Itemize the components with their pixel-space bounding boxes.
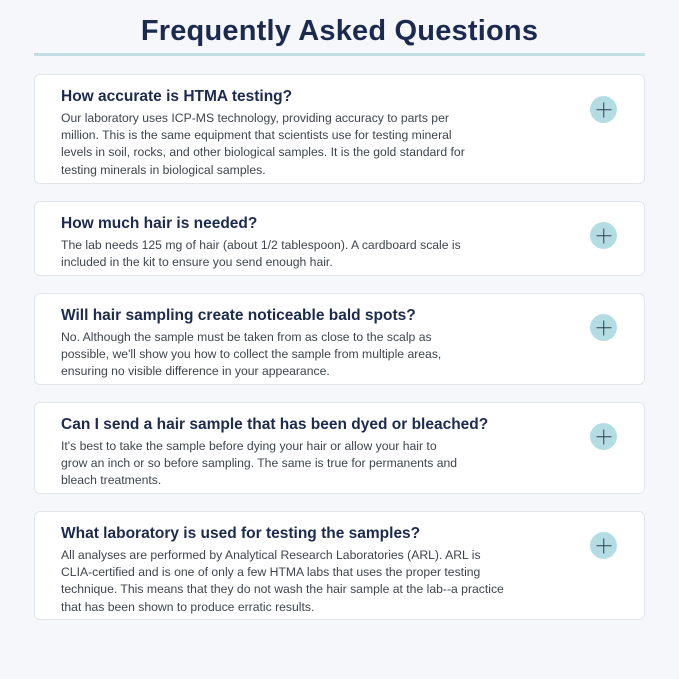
faq-question: How much hair is needed?	[61, 215, 258, 232]
faq-question: What laboratory is used for testing the samples?	[61, 525, 421, 542]
plus-icon[interactable]	[590, 423, 617, 450]
faq-item-laboratory[interactable]	[34, 511, 645, 620]
faq-item-bald-spots[interactable]	[34, 293, 645, 385]
plus-icon[interactable]	[590, 222, 617, 249]
faq-question: How accurate is HTMA testing?	[61, 88, 293, 105]
page-title: Frequently Asked Questions	[140, 15, 539, 47]
faq-answer: It's best to take the sample before dying your hair or allow your hair to grow an inch or so before sampling. The same is true for permanents and bleach treatments.	[61, 439, 458, 488]
faq-item-hair-amount[interactable]	[34, 201, 645, 276]
faq-question: Will hair sampling create noticeable bald spots?	[61, 307, 416, 324]
faq-answer: Our laboratory uses ICP-MS technology, providing accuracy to parts per million. This is the same equipment that scientists use for testing mineral levels in soil, rocks, and other biological samples. It is the gold standard for testing minerals in biological samples.	[61, 111, 465, 177]
faq-list	[34, 74, 645, 637]
faq-answer: All analyses are performed by Analytical Research Laboratories (ARL). ARL is CLIA-certified and is one of only a few HTMA labs that uses the proper testing technique. This means that they do not wash the hair sample at the lab--a practice that has been shown to produce erratic results.	[61, 548, 504, 614]
faq-answer: No. Although the sample must be taken from as close to the scalp as possible, we'll show you how to collect the sample from multiple areas, ensuring no visible difference in your appearance.	[61, 330, 442, 379]
plus-icon[interactable]	[590, 532, 617, 559]
faq-answer: The lab needs 125 mg of hair (about 1/2 tablespoon). A cardboard scale is included in the kit to ensure you send enough hair.	[61, 238, 461, 270]
faq-question: Can I send a hair sample that has been dyed or bleached?	[61, 416, 489, 433]
title-divider	[34, 53, 645, 56]
faq-item-accuracy[interactable]	[34, 74, 645, 184]
plus-icon[interactable]	[590, 314, 617, 341]
plus-icon[interactable]	[590, 96, 617, 123]
faq-item-dyed-hair[interactable]	[34, 402, 645, 494]
